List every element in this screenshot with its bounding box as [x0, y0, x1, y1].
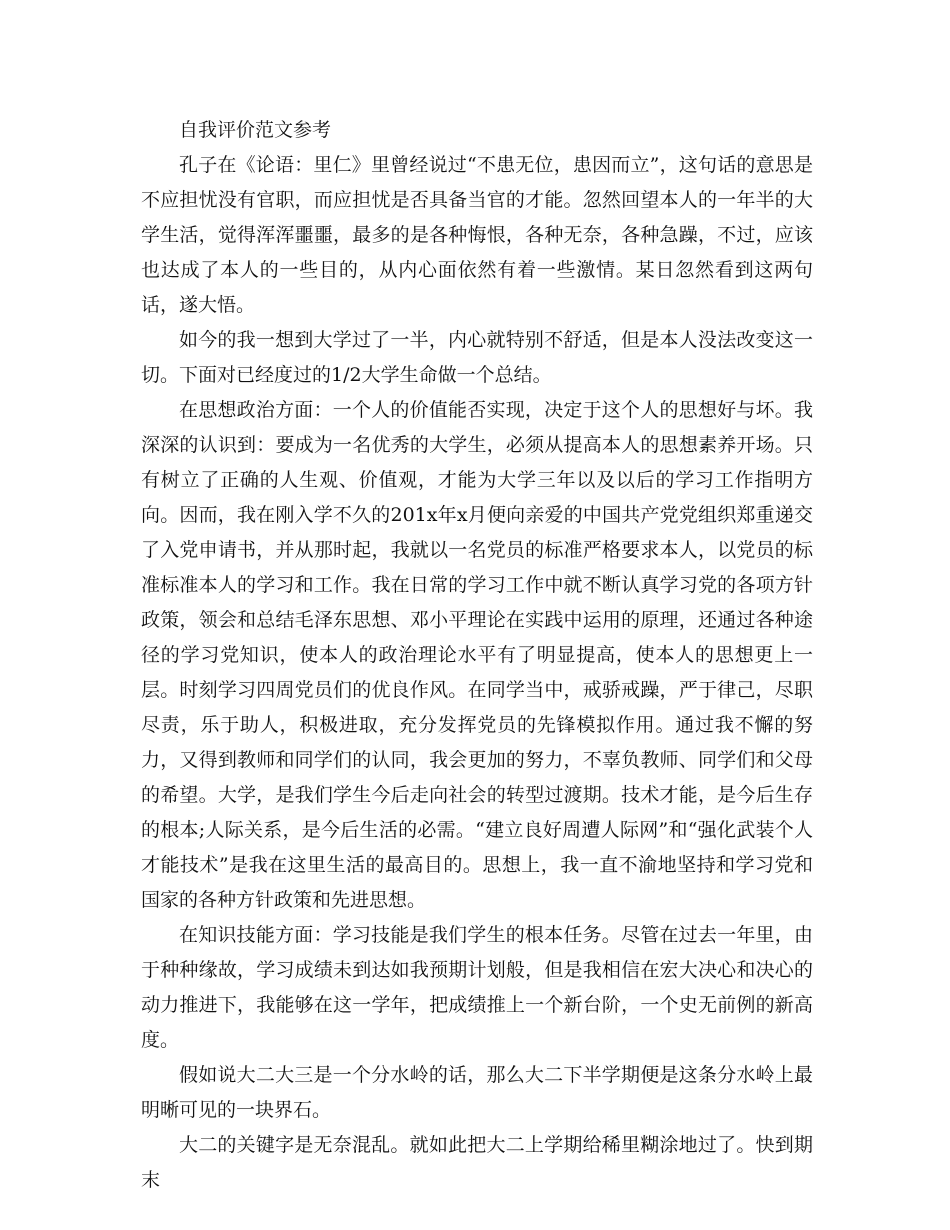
paragraph-4: 在知识技能方面：学习技能是我们学生的根本任务。尽管在过去一年里，由于种种缘故，学习成绩未到达如我预期计划般，但是我相信在宏大决心和决心的动力推进下，我能够在这一学年，把成绩推上一个新台阶，一个史无前例的新高度。: [141, 924, 813, 1051]
paragraph-3: 在思想政治方面：一个人的价值能否实现，决定于这个人的思想好与坏。我深深的认识到：要成为一名优秀的大学生，必须从提高本人的思想素养开场。只有树立了正确的人生观、价值观，才能为大学三年以及以后的学习工作指明方向。因而，我在刚入学不久的201x年x月便向亲爱的中国共产党党组织郑重递交了入党申请书，并从那时起，我就以一名党员的标准严格要求本人，以党员的标准标准本人的学习和工作。我在日常的学习工作中就不断认真学习党的各项方针政策，领会和总结毛泽东思想、邓小平理论在实践中运用的原理，还通过各种途径的学习党知识，使本人的政治理论水平有了明显提高，使本人的思想更上一层。时刻学习四周党员们的优良作风。在同学当中，戒骄戒躁，严于律己，尽职尽责，乐于助人，积极进取，充分发挥党员的先锋模拟作用。通过我不懈的努力，又得到教师和同学们的认同，我会更加的努力，不辜负教师、同学们和父母的希望。大学，是我们学生今后走向社会的转型过渡期。技术才能，是今后生存的根本;人际关系，是今后生活的必需。“建立良好周遭人际网”和“强化武装个人才能技术”是我在这里生活的最高目的。思想上，我一直不渝地坚持和学习党和国家的各种方针政策和先进思想。: [141, 399, 813, 911]
paragraph-2: 如今的我一想到大学过了一半，内心就特别不舒适，但是本人没法改变这一切。下面对已经度过的1/2大学生命做一个总结。: [141, 329, 813, 386]
paragraph-1: 孔子在《论语：里仁》里曾经说过“不患无位，患因而立”，这句话的意思是不应担忧没有官职，而应担忧是否具备当官的才能。忽然回望本人的一年半的大学生活，觉得浑浑噩噩，最多的是各种悔恨，各种无奈，各种急躁，不过，应该也达成了本人的一些目的，从内心面依然有着一些激情。某日忽然看到这两句话，遂大悟。: [141, 154, 813, 316]
document-body: [141, 112, 813, 1198]
paragraph-6: 大二的关键字是无奈混乱。就如此把大二上学期给稀里糊涂地过了。快到期末: [141, 1134, 813, 1191]
document-title: 自我评价范文参考: [179, 119, 332, 141]
paragraph-5: 假如说大二大三是一个分水岭的话，那么大二下半学期便是这条分水岭上最明晰可见的一块界石。: [141, 1064, 813, 1121]
